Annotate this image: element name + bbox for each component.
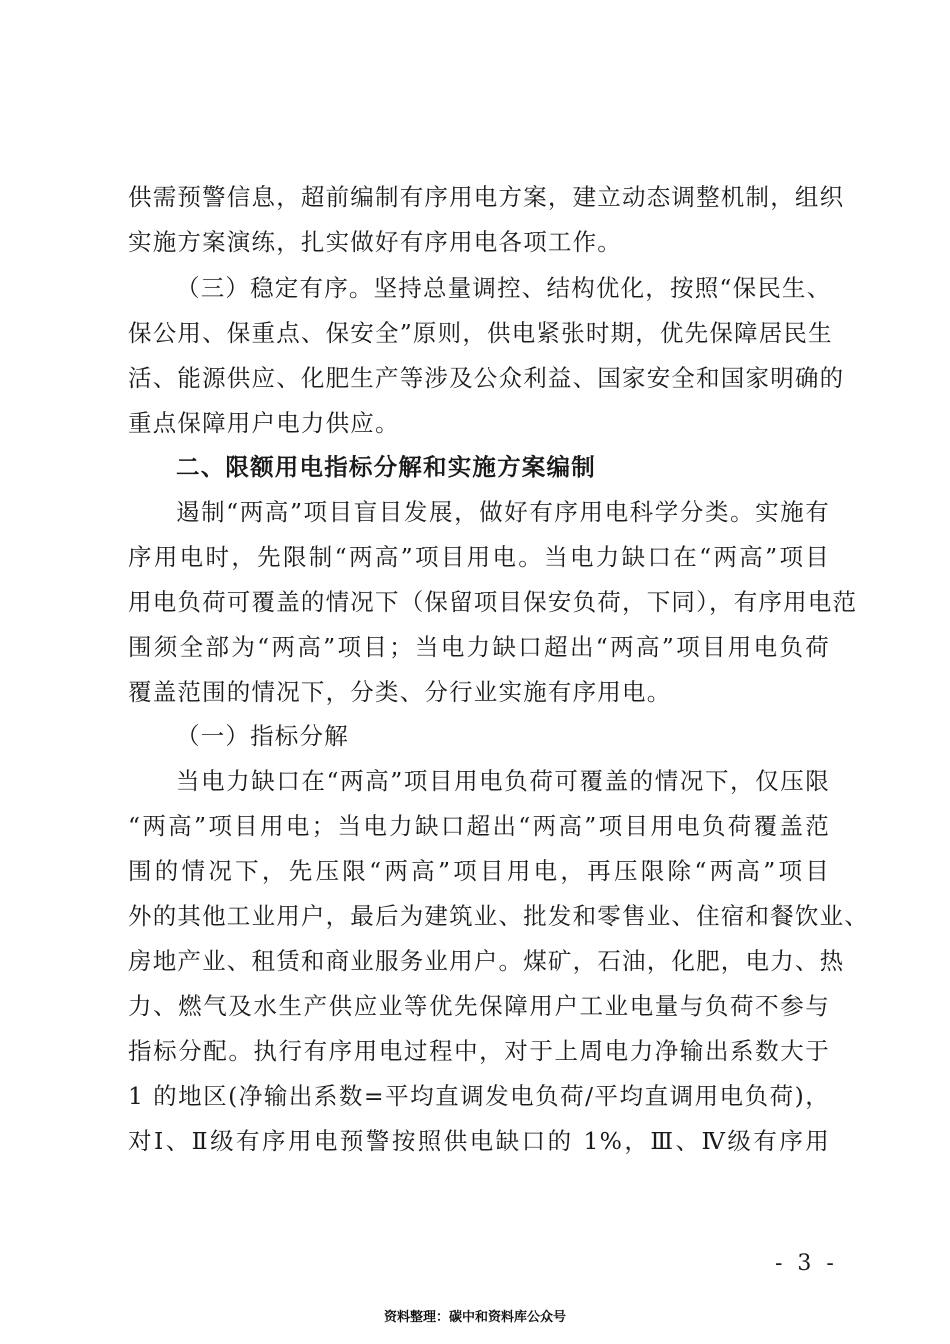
paragraph-line: “两高”项目用电；当电力缺口超出“两高”项目用电负荷覆盖范 <box>128 812 830 840</box>
paragraph-line: 实施方案演练，扎实做好有序用电各项工作。 <box>128 228 622 256</box>
paragraph-line: 供需预警信息，超前编制有序用电方案，建立动态调整机制，组织 <box>128 183 845 211</box>
paragraph-line: 围的情况下，先压限“两高”项目用电，再压限除“两高”项目 <box>128 857 830 885</box>
paragraph-line: 保公用、保重点、保安全”原则，供电紧张时期，优先保障居民生 <box>128 319 833 347</box>
paragraph-line: 对Ⅰ、Ⅱ级有序用电预警按照供电缺口的 1%，Ⅲ、Ⅳ级有序用 <box>128 1127 830 1155</box>
paragraph-line: （三）稳定有序。坚持总量调控、结构优化，按照“保民生、 <box>176 274 832 302</box>
paragraph-line: 力、燃气及水生产供应业等优先保障用户工业电量与负荷不参与 <box>128 992 830 1020</box>
section-heading: 二、限额用电指标分解和实施方案编制 <box>176 453 596 481</box>
paragraph-line: 重点保障用户电力供应。 <box>128 409 400 437</box>
paragraph-line: 外的其他工业用户，最后为建筑业、批发和零售业、住宿和餐饮业、 <box>128 902 869 930</box>
paragraph-line: 指标分配。执行有序用电过程中，对于上周电力净输出系数大于 <box>128 1037 830 1065</box>
paragraph-line: 1 的地区(净输出系数=平均直调发电负荷/平均直调用电负荷)， <box>128 1082 830 1110</box>
paragraph-line: 围须全部为“两高”项目；当电力缺口超出“两高”项目用电负荷 <box>128 633 830 661</box>
paragraph-line: 用电负荷可覆盖的情况下（保留项目保安负荷，下同），有序用电范 <box>128 588 858 616</box>
paragraph-line: 遏制“两高”项目盲目发展，做好有序用电科学分类。实施有 <box>176 498 830 526</box>
page-number: - 3 - <box>775 1251 838 1276</box>
paragraph-line: 序用电时，先限制“两高”项目用电。当电力缺口在“两高”项目 <box>128 543 830 571</box>
footer-credit: 资料整理：碳中和资料库公众号 <box>383 1310 566 1325</box>
paragraph-line: 活、能源供应、化肥生产等涉及公众利益、国家安全和国家明确的 <box>128 364 845 392</box>
paragraph-line: 覆盖范围的情况下，分类、分行业实施有序用电。 <box>128 678 672 706</box>
paragraph-line: 当电力缺口在“两高”项目用电负荷可覆盖的情况下，仅压限 <box>176 767 830 795</box>
paragraph-line: 房地产业、租赁和商业服务业用户。煤矿，石油，化肥，电力、热 <box>128 947 845 975</box>
subsection-heading: （一）指标分解 <box>176 722 349 750</box>
